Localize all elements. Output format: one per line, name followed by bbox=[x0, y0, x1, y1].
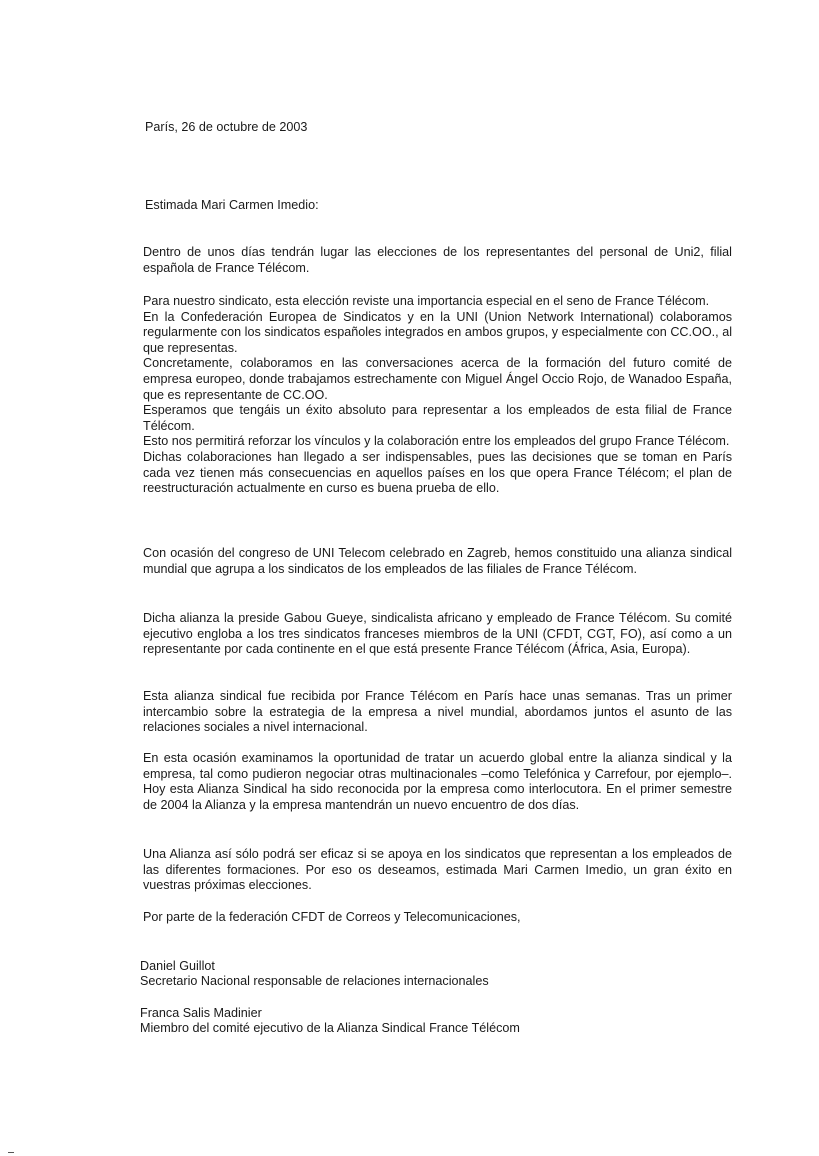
paragraph-7 bbox=[143, 847, 732, 894]
paragraph-5 bbox=[143, 689, 732, 736]
paragraph-text: Concretamente, colaboramos en las conversaciones acerca de la formación del futuro comité de empresa europeo, donde trabajamos estrechamente con Miguel Ángel Occio Rojo, de Wanadoo España, que es representante de CC.OO. bbox=[143, 356, 732, 402]
paragraph-text: Una Alianza así sólo podrá ser eficaz si se apoya en los sindicatos que representan a los empleados de las diferentes formaciones. Por eso os deseamos, estimada Mari Carmen Imedio, un gran éxito en vuestras próximas elecciones. bbox=[143, 847, 732, 893]
paragraph-text: Dichas colaboraciones han llegado a ser indispensables, pues las decisiones que se toman en París cada vez tienen más consecuencias en aquellos países en los que opera France Télécom; el plan de reestructuración actualmente en curso es buena prueba de ello. bbox=[143, 449, 732, 496]
paragraph-text: En la Confederación Europea de Sindicatos y en la UNI (Union Network International) colaboramos regularmente con los sindicatos españoles integrados en ambos grupos, y especialmente con CC.OO., al que representas. bbox=[143, 309, 732, 355]
signatory-role: Secretario Nacional responsable de relaciones internacionales bbox=[140, 974, 489, 988]
signatory-name: Daniel Guillot bbox=[140, 959, 215, 973]
scan-mark bbox=[8, 1152, 14, 1153]
paragraph-3 bbox=[143, 546, 732, 577]
paragraph-6 bbox=[143, 751, 732, 813]
signatory-role: Miembro del comité ejecutivo de la Alianza Sindical France Télécom bbox=[140, 1021, 520, 1035]
paragraph-4 bbox=[143, 611, 732, 658]
paragraph-text: Esto nos permitirá reforzar los vínculos y la colaboración entre los empleados del grupo France Télécom. bbox=[143, 434, 730, 449]
paragraph-text: Dentro de unos días tendrán lugar las elecciones de los representantes del personal de Uni2, filial española de France Télécom. bbox=[143, 245, 732, 275]
letter-salutation: Estimada Mari Carmen Imedio: bbox=[145, 198, 319, 212]
paragraph-text: Esta alianza sindical fue recibida por France Télécom en París hace unas semanas. Tras un primer intercambio sobre la estrategia de la empresa a nivel mundial, abordamos juntos el asunto de las relaciones sociales a nivel internacional. bbox=[143, 689, 732, 735]
paragraph-1 bbox=[143, 245, 732, 276]
closing-line bbox=[143, 910, 732, 926]
letter-date: París, 26 de octubre de 2003 bbox=[145, 120, 308, 134]
paragraph-text: Para nuestro sindicato, esta elección reviste una importancia especial en el seno de France Télécom. bbox=[143, 294, 710, 308]
paragraph-text: Esperamos que tengáis un éxito absoluto para representar a los empleados de esta filial de France Télécom. bbox=[143, 403, 732, 433]
paragraph-text: Por parte de la federación CFDT de Correos y Telecomunicaciones, bbox=[143, 910, 521, 924]
paragraph-group-2 bbox=[143, 294, 732, 497]
paragraph-text: En esta ocasión examinamos la oportunidad de tratar un acuerdo global entre la alianza sindical y la empresa, tal como pudieron negociar otras multinacionales –como Telefónica y Carrefour, por ejemplo–. Hoy esta Alianza Sindical ha sido reconocida por la empresa como interlocutora. En el primer semestre de 2004 la Alianza y la empresa mantendrán un nuevo encuentro de dos días. bbox=[143, 751, 732, 812]
paragraph-text: Dicha alianza la preside Gabou Gueye, sindicalista africano y empleado de France Télécom. Su comité ejecutivo engloba a los tres sindicatos franceses miembros de la UNI (CFDT, CGT, FO), así como a un representante por cada continente en el que está presente France Télécom (África, Asia, Europa). bbox=[143, 611, 732, 657]
paragraph-text: Con ocasión del congreso de UNI Telecom celebrado en Zagreb, hemos constituido una alianza sindical mundial que agrupa a los sindicatos de los empleados de las filiales de France Télécom. bbox=[143, 546, 732, 576]
signatory-name: Franca Salis Madinier bbox=[140, 1006, 262, 1020]
